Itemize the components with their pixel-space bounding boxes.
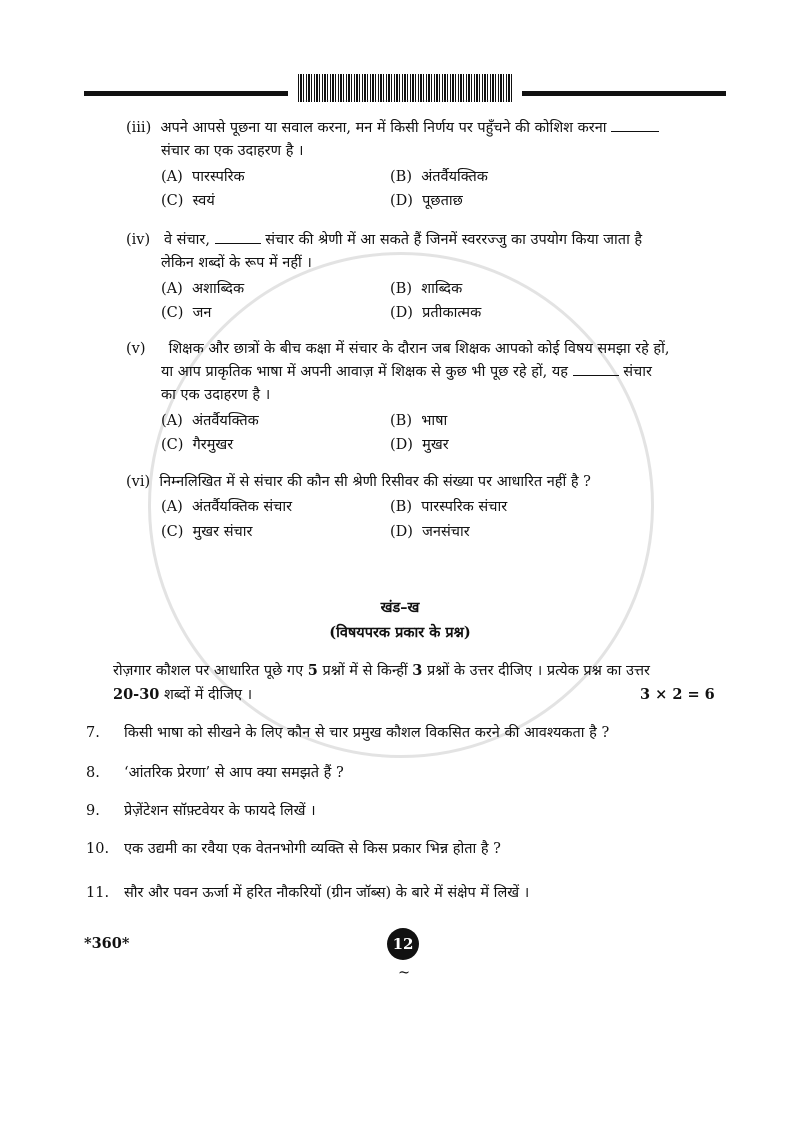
section-instructions: रोज़गार कौशल पर आधारित पूछे गए 5 प्रश्नों में से किन्हीं 3 प्रश्नों के उत्तर दीजिए । प्रत्येक प्रश्न का उत्तर xyxy=(113,662,650,679)
option-b: (B) भाषा xyxy=(390,413,448,429)
page-number-badge: 12 xyxy=(387,928,419,960)
answer-blank xyxy=(215,231,261,244)
option-d: (D) प्रतीकात्मक xyxy=(390,305,482,321)
question-text-cont: लेकिन शब्दों के रूप में नहीं । xyxy=(161,255,312,271)
question-text: निम्नलिखित में से संचार की कौन सी श्रेणी रिसीवर की संख्या पर आधारित नहीं है ? xyxy=(159,474,591,490)
header-rule-left xyxy=(84,91,288,96)
option-b: (B) पारस्परिक संचार xyxy=(390,499,508,515)
question-number: (v) xyxy=(126,341,146,357)
option-c: (C) मुखर संचार xyxy=(161,524,253,540)
question-iv xyxy=(126,229,642,251)
question-number: (iii) xyxy=(126,120,152,136)
answer-blank xyxy=(573,363,619,376)
paper-code: *360* xyxy=(84,935,130,952)
option-c: (C) गैरमुखर xyxy=(161,437,234,453)
option-c: (C) स्वयं xyxy=(161,193,215,209)
question-text-cont: या आप प्राकृतिक भाषा में अपनी आवाज़ में शिक्षक से कुछ भी पूछ रहे हों, यह संचार xyxy=(161,364,652,380)
question-number: 11. xyxy=(86,885,110,901)
question-text: सौर और पवन ऊर्जा में हरित नौकरियों (ग्रीन जॉब्स) के बारे में संक्षेप में लिखें । xyxy=(124,885,530,901)
question-number: 7. xyxy=(86,725,100,741)
section-subtitle: (विषयपरक प्रकार के प्रश्न) xyxy=(329,624,471,641)
answer-blank xyxy=(611,119,659,132)
option-b: (B) अंतर्वैयक्तिक xyxy=(390,169,488,185)
question-text-cont: संचार का एक उदाहरण है । xyxy=(161,143,304,159)
footer-tilde: ~ xyxy=(398,965,411,981)
question-number: (iv) xyxy=(126,232,151,248)
question-number: 10. xyxy=(86,841,110,857)
option-a: (A) पारस्परिक xyxy=(161,169,245,185)
question-number: 8. xyxy=(86,765,100,781)
header-rule-right xyxy=(522,91,726,96)
option-a: (A) अंतर्वैयक्तिक संचार xyxy=(161,499,293,515)
section-title: खंड–ख xyxy=(380,599,420,616)
question-text: प्रेज़ेंटेशन सॉफ़्टवेयर के फायदे लिखें । xyxy=(124,803,316,819)
option-d: (D) मुखर xyxy=(390,437,449,453)
question-number: 9. xyxy=(86,803,100,819)
option-d: (D) पूछताछ xyxy=(390,193,463,209)
barcode xyxy=(298,74,512,102)
question-text: संचार की श्रेणी में आ सकते हैं जिनमें स्वररज्जु का उपयोग किया जाता है xyxy=(265,232,643,248)
option-a: (A) अंतर्वैयक्तिक xyxy=(161,413,259,429)
section-marks: 3 × 2 = 6 xyxy=(640,686,715,703)
question-vi xyxy=(126,471,591,493)
section-instructions-cont: 20-30 शब्दों में दीजिए । xyxy=(113,686,253,703)
option-d: (D) जनसंचार xyxy=(390,524,470,540)
question-text: अपने आपसे पूछना या सवाल करना, मन में किसी निर्णय पर पहुँचने की कोशिश करना xyxy=(160,120,607,136)
option-b: (B) शाब्दिक xyxy=(390,281,463,297)
question-text: एक उद्यमी का रवैया एक वेतनभोगी व्यक्ति से किस प्रकार भिन्न होता है ? xyxy=(124,841,501,857)
question-text: किसी भाषा को सीखने के लिए कौन से चार प्रमुख कौशल विकसित करने की आवश्यकता है ? xyxy=(124,725,610,741)
question-v xyxy=(126,338,670,360)
question-text: शिक्षक और छात्रों के बीच कक्षा में संचार के दौरान जब शिक्षक आपको कोई विषय समझा रहे हों, xyxy=(168,341,670,357)
question-iii xyxy=(126,117,659,139)
option-a: (A) अशाब्दिक xyxy=(161,281,245,297)
option-c: (C) जन xyxy=(161,305,212,321)
question-text-cont: का एक उदाहरण है । xyxy=(161,387,271,403)
question-text: वे संचार, xyxy=(163,232,210,248)
question-text: ‘आंतरिक प्रेरणा’ से आप क्या समझते हैं ? xyxy=(124,765,344,781)
question-number: (vi) xyxy=(126,474,151,490)
